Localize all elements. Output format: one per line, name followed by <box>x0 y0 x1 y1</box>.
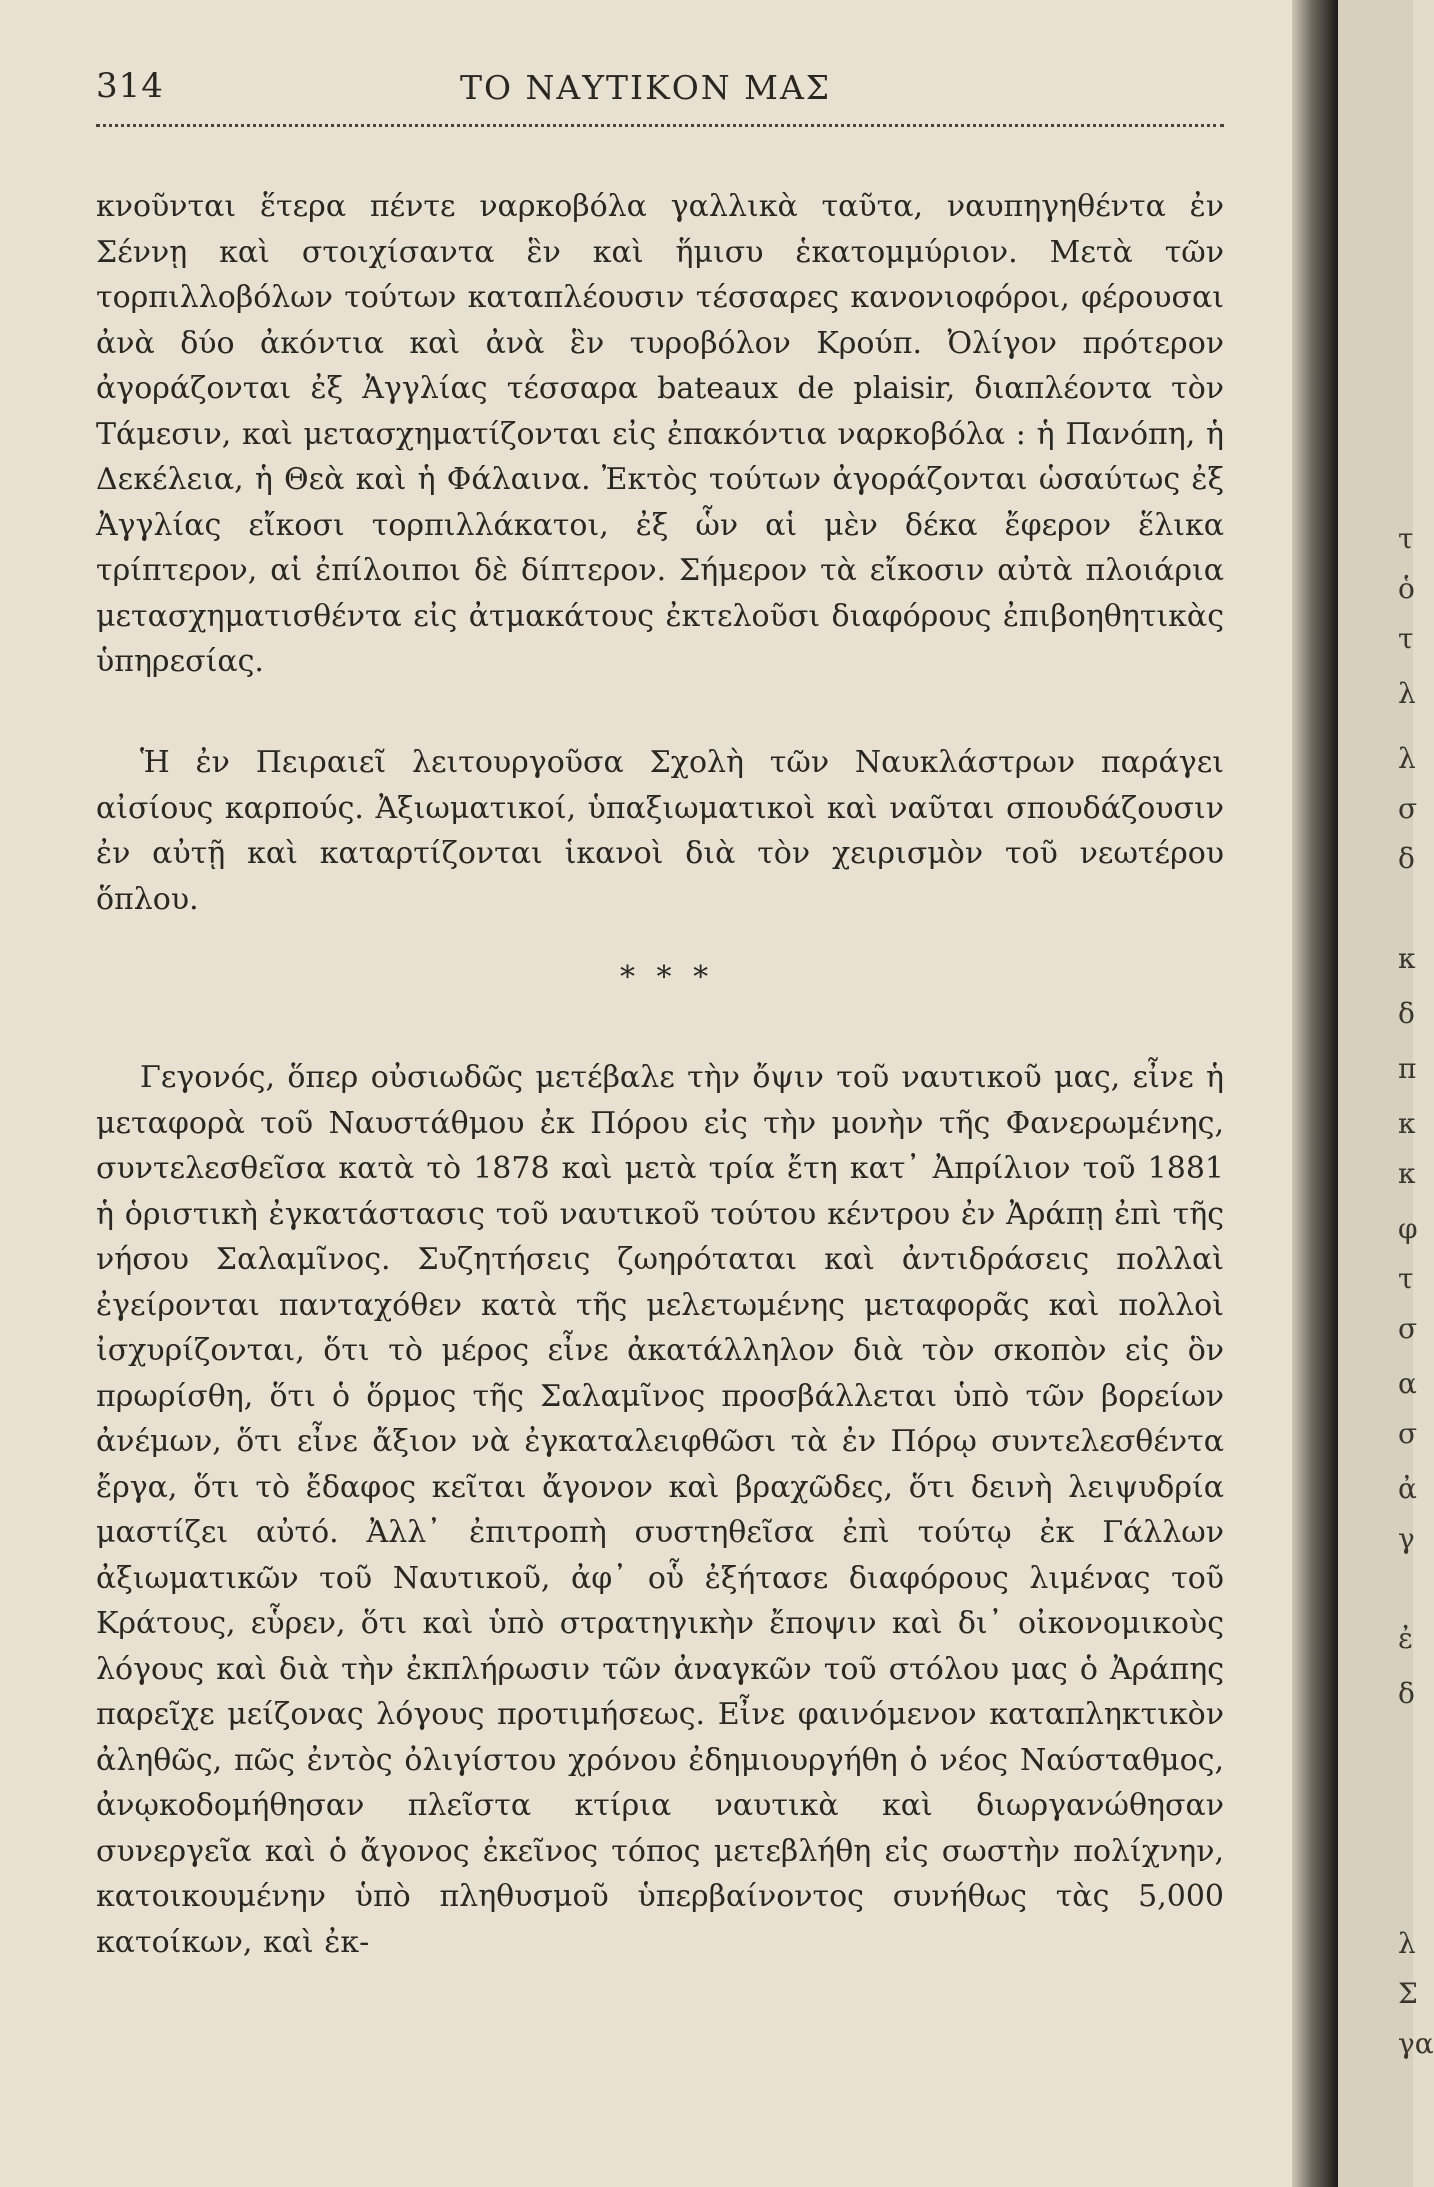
facing-page-letter: σ <box>1398 792 1418 825</box>
facing-page-letter: π <box>1398 1052 1417 1085</box>
facing-page-letter: ὁ <box>1398 572 1415 605</box>
running-title: ΤΟ ΝΑΥΤΙΚΟΝ ΜΑΣ <box>460 68 832 107</box>
page-number: 314 <box>96 66 164 106</box>
facing-page-letter: Σ <box>1398 1977 1418 2010</box>
facing-page-letter: δ <box>1398 997 1415 1030</box>
header-rule <box>96 124 1224 127</box>
paragraph-naval-base: Γεγονός, ὅπερ οὐσιωδῶς μετέβαλε τὴν ὄψιν τοῦ ναυτικοῦ μας, εἶνε ἡ μεταφορὰ τοῦ Ναυστάθμου ἐκ Πόρου εἰς τὴν μονὴν τῆς Φανερωμένης, συντελεσθεῖσα κατὰ τὸ 1878 καὶ μετὰ τρία ἔτη κατ᾿ Ἀπρίλιον τοῦ 1881 ἡ ὁριστικὴ ἐγκατάστασις τοῦ ναυτικοῦ τούτου κέντρου ἐν Ἀράπῃ ἐπὶ τῆς νήσου Σαλαμῖνος. Συζητήσεις ζωηρόταται καὶ ἀντιδράσεις πολλαὶ ἐγείρονται πανταχόθεν κατὰ τῆς μελετωμένης μεταφορᾶς καὶ πολλοὶ ἰσχυρίζονται, ὅτι τὸ μέρος εἶνε ἀκατάλληλον διὰ τὸν σκοπὸν εἰς ὃν πρωρίσθη, ὅτι ὁ ὅρμος τῆς Σαλαμῖνος προσβάλλεται ὑπὸ τῶν βορείων ἀνέμων, ὅτι εἶνε ἄξιον νὰ ἐγκαταλειφθῶσι τὰ ἐν Πόρῳ συντελεσθέντα ἔργα, ὅτι τὸ ἔδαφος κεῖται ἄγονον καὶ βραχῶδες, ὅτι δεινὴ λειψυδρία μαστίζει αὐτό. Ἀλλ᾿ ἐπιτροπὴ συστηθεῖσα ἐπὶ τούτῳ ἐκ Γάλλων ἀξιωματικῶν τοῦ Ναυτικοῦ, ἀφ᾿ οὗ ἐξήτασε διαφόρους λιμένας τοῦ Κράτους, εὗρεν, ὅτι καὶ ὑπὸ στρατηγικὴν ἔποψιν καὶ δι᾿ οἰκονομικοὺς λόγους καὶ διὰ τὴν ἐκπλήρωσιν τῶν ἀναγκῶν τοῦ στόλου μας ὁ Ἀράπης παρεῖχε μείζονας λόγους προτιμήσεως. Εἶνε φαινόμενον καταπληκτικὸν ἀληθῶς, πῶς ἐντὸς ὀλιγίστου χρόνου ἐδημιουργήθη ὁ νέος Ναύσταθμος, ἀνῳκοδομήθησαν πλεῖστα κτίρια ναυτικὰ καὶ διωργανώθησαν συνεργεῖα καὶ ὁ ἄγονος ἐκεῖνος τόπος μετεβλήθη εἰς σωστὴν πολίχνην, κατοικουμένην ὑπὸ πληθυσμοῦ ὑπερβαίνοντος συνήθως τὰς 5,000 κατοίκων, καὶ ἐκ- <box>96 1060 1224 1960</box>
facing-page-letter: δ <box>1398 842 1415 875</box>
section-separator: * * * <box>620 960 715 995</box>
facing-page-letter: τ <box>1398 522 1414 555</box>
facing-page-letter: ἐ <box>1398 1622 1414 1655</box>
facing-page-letter: γ <box>1398 1522 1415 1555</box>
paragraph-school: Ἡ ἐν Πειραιεῖ λειτουργοῦσα Σχολὴ τῶν Ναυκλάστρων παράγει αἰσίους καρπούς. Ἀξιωματικοί, ὑπαξιωματικοὶ καὶ ναῦται σπουδάζουσιν ἐν αὐτῇ καὶ καταρτίζονται ἱκανοὶ διὰ τὸν χειρισμὸν τοῦ νεωτέρου ὅπλου. <box>96 745 1224 917</box>
facing-page-letter: τ <box>1398 1262 1414 1295</box>
facing-page-letter: λ <box>1398 742 1416 775</box>
facing-page-letter: τ <box>1398 622 1414 655</box>
facing-page-letter: φ <box>1398 1212 1418 1245</box>
facing-page-letter: σ <box>1398 1312 1418 1345</box>
facing-page-letter: κ <box>1398 1107 1416 1140</box>
facing-page-edge <box>1338 0 1413 2187</box>
facing-page-letter: κ <box>1398 942 1416 975</box>
facing-page-letter: σ <box>1398 1417 1418 1450</box>
facing-page-letter: λ <box>1398 677 1416 710</box>
facing-page-letter: λ <box>1398 1927 1416 1960</box>
page-header <box>96 66 1224 116</box>
facing-page-letter: γα <box>1398 2027 1434 2060</box>
facing-page-letter: δ <box>1398 1677 1415 1710</box>
facing-page-letter: α <box>1398 1367 1417 1400</box>
facing-page-letter: κ <box>1398 1157 1416 1190</box>
facing-page-letter: ἀ <box>1398 1472 1417 1505</box>
paragraph-torpedo-boats: κνοῦνται ἕτερα πέντε ναρκοβόλα γαλλικὰ ταῦτα, ναυπηγηθέντα ἐν Σέννῃ καὶ στοιχίσαντα ἓν καὶ ἥμισυ ἑκατομμύριον. Μετὰ τῶν τορπιλλοβόλων τούτων καταπλέουσιν τέσσαρες κανονιοφόροι, φέρουσαι ἀνὰ δύο ἀκόντια καὶ ἀνὰ ἓν τυροβόλον Κρούπ. Ὀλίγον πρότερον ἀγοράζονται ἐξ Ἀγγλίας τέσσαρα bateaux de plaisir, διαπλέοντα τὸν Τάμεσιν, καὶ μετασχηματίζονται εἰς ἐπακόντια ναρκοβόλα : ἡ Πανόπη, ἡ Δεκέλεια, ἡ Θεὰ καὶ ἡ Φάλαινα. Ἐκτὸς τούτων ἀγοράζονται ὡσαύτως ἐξ Ἀγγλίας εἴκοσι τορπιλλάκατοι, ἐξ ὧν αἱ μὲν δέκα ἔφερον ἕλικα τρίπτερον, αἱ ἐπίλοιποι δὲ δίπτερον. Σήμερον τὰ εἴκοσιν αὐτὰ πλοιάρια μετασχηματισθέντα εἰς ἀτμακάτους ἐκτελοῦσι διαφόρους ἐπιβοηθητικὰς ὑπηρεσίας. <box>96 189 1224 679</box>
book-gutter-shadow <box>1292 0 1338 2187</box>
